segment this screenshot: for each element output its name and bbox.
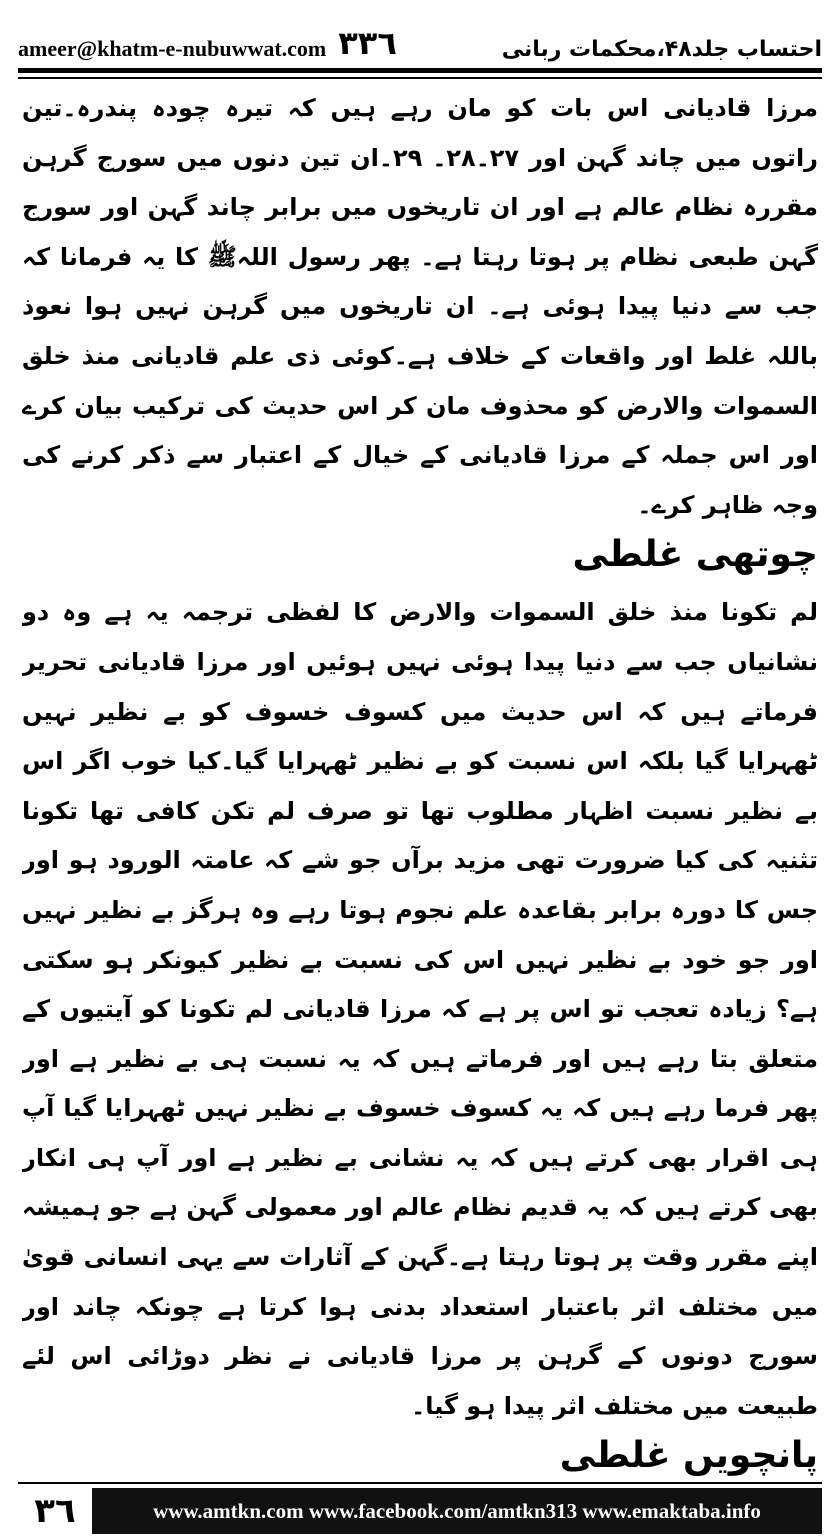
header-rule-thick [18, 68, 822, 73]
page-footer [18, 1488, 822, 1534]
header-left [18, 24, 397, 62]
paragraph-2: لم تکونا منذ خلق السموات والارض کا لفظی ترجمہ یہ ہے وہ دو نشانیاں جب سے دنیا پیدا ہوئی نہیں ہوئیں اور مرزا قادیانی تحریر فرماتے ہیں کہ اس حدیث میں کسوف خسوف کو بے نظیر نہیں ٹھہرایا گیا بلکہ اس نسبت کو بے نظیر ٹھہرایا گیا۔کیا خوب اگر اس بے نظیر نسبت اظہار مطلوب تھا تو صرف لم تکن کافی تھا تکونا تثنیہ کی کیا ضرورت تھی مزید برآں جو شے کہ عامتہ الورود ہو اور جس کا دورہ برابر بقاعدہ علم نجوم ہوتا رہے وہ ہرگز بے نظیر نہیں اور جو خود بے نظیر نہیں اس کی نسبت بے نظیر کیونکر ہو سکتی ہے؟ زیادہ تعجب تو اس پر ہے کہ مرزا قادیانی لم تکونا کو آیتیوں کے متعلق بتا رہے ہیں اور فرماتے ہیں کہ یہ نسبت ہی بے نظیر ہے اور پھر فرما رہے ہیں کہ یہ کسوف خسوف بے نظیر نہیں ٹھہرایا گیا آپ ہی اقرار بھی کرتے ہیں کہ یہ نشانی بے نظیر ہے اور آپ ہی انکار بھی کرتے ہیں کہ یہ قدیم نظام عالم اور معمولی گہن ہے جو ہمیشہ اپنے مقرر وقت پر ہوتا رہتا ہے۔گہن کے آثارات سے یہی انسانی قویٰ میں مختلف اثر باعتبار استعداد بدنی ہوا کرتا ہے چونکہ چاند اور سورج دونوں کے گرہن پر مرزا قادیانی نے نظر دوڑائی اس لئے طبیعت میں مختلف اثر پیدا ہو گیا۔ [22, 598, 818, 1420]
header-book-title: احتساب جلد۴۸،محکمات ربانی [501, 37, 822, 62]
header-rule-thin [18, 77, 822, 79]
paragraph-1: مرزا قادیانی اس بات کو مان رہے ہیں کہ تیرہ چودہ پندرہ۔تین راتوں میں چاند گہن اور ۲۷۔۲۸۔ ۲۹۔ان تین دنوں میں سورج گرہن مقررہ نظام عالم ہے اور ان تاریخوں میں برابر چاند گہن اور سورج گہن طبعی نظام پر ہوتا رہتا ہے۔ پھر رسول اللہﷺ کا یہ فرمانا کہ جب سے دنیا پیدا ہوئی ہے۔ ان تاریخوں میں گرہن نہیں ہوا نعوذ باللہ غلط اور واقعات کے خلاف ہے۔کوئی ذی علم قادیانی منذ خلق السموات والارض کو محذوف مان کر اس حدیث کی ترکیب بیان کرے اور اس جملہ کے مرزا قادیانی کے خیال کے اعتبار سے ذکر کرنے کی وجہ ظاہر کرے۔ [22, 94, 818, 519]
section-heading-fifth-error: پانچویں غلطی [559, 1435, 818, 1476]
footer-page-number: ٣٦ [18, 1488, 92, 1534]
footer-rule [18, 1482, 822, 1484]
section-heading-fourth-error: چوتھی غلطی [572, 534, 818, 576]
header-page-number: ٣٣٦ [338, 24, 397, 62]
footer-links: www.amtkn.com www.facebook.com/amtkn313 www.emaktaba.info [92, 1488, 822, 1534]
page-header [18, 12, 822, 62]
page-body [22, 84, 818, 1476]
header-email: ameer@khatm-e-nubuwwat.com [18, 36, 327, 61]
